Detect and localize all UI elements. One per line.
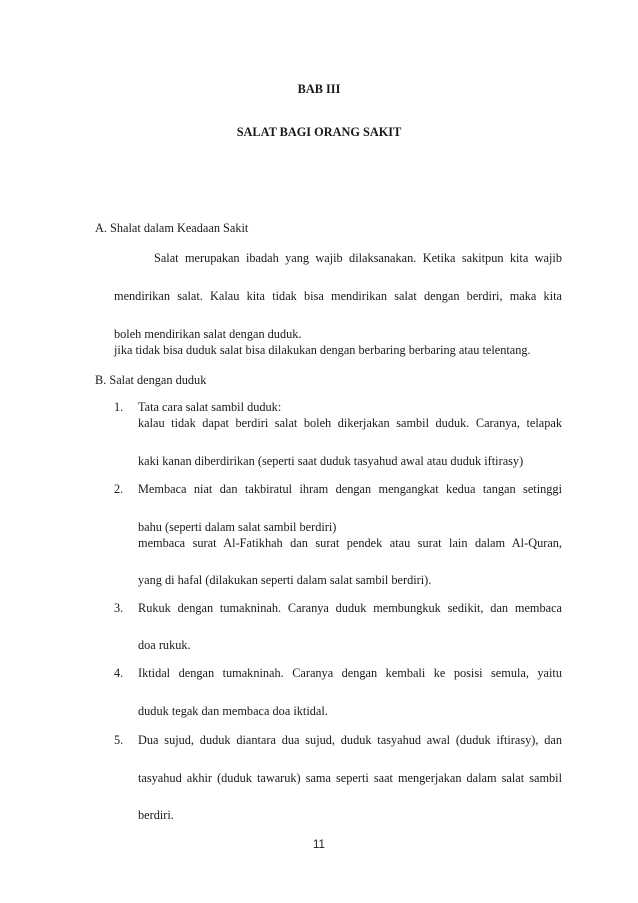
section-a-heading: A. Shalat dalam Keadaan Sakit [95,221,249,235]
item-4-number: 4. [114,666,124,680]
item-5-line-1: Dua sujud, duduk diantara dua sujud, duduk tasyahud awal (duduk iftirasy), dan [138,733,562,747]
section-a-line-4: jika tidak bisa duduk salat bisa dilakukan dengan berbaring berbaring atau telentang. [114,343,531,357]
item-3-number: 3. [114,601,124,615]
item-1-line-2: kalau tidak dapat berdiri salat boleh dikerjakan sambil duduk. Caranya, telapak [138,416,562,430]
section-a-line-1: Salat merupakan ibadah yang wajib dilaksanakan. Ketika sakitpun kita wajib [154,251,562,265]
item-5-number: 5. [114,733,124,747]
item-5-line-2: tasyahud akhir (duduk tawaruk) sama seperti saat mengerjakan dalam salat sambil [138,771,562,785]
item-3-line-2: doa rukuk. [138,638,191,652]
item-3-line-1: Rukuk dengan tumakninah. Caranya duduk membungkuk sedikit, dan membaca [138,601,562,615]
item-1-line-3: kaki kanan diberdirikan (seperti saat duduk tasyahud awal atau duduk iftirasy) [138,454,524,468]
chapter-title: SALAT BAGI ORANG SAKIT [236,125,402,139]
chapter-label: BAB III [297,82,341,96]
item-2-line-2: bahu (seperti dalam salat sambil berdiri) [138,520,337,534]
item-1-number: 1. [114,400,124,414]
section-a-line-2: mendirikan salat. Kalau kita tidak bisa mendirikan salat dengan berdiri, maka kita [114,289,562,303]
item-2-number: 2. [114,482,124,496]
item-5-line-3: berdiri. [138,808,174,822]
item-1-line-1: Tata cara salat sambil duduk: [138,400,282,414]
item-4-line-1: Iktidal dengan tumakninah. Caranya dengan kembali ke posisi semula, yaitu [138,666,562,680]
item-2-line-1: Membaca niat dan takbiratul ihram dengan mengangkat kedua tangan setinggi [138,482,562,496]
item-4-line-2: duduk tegak dan membaca doa iktidal. [138,704,328,718]
item-2-line-3: membaca surat Al-Fatikhah dan surat pendek atau surat lain dalam Al-Quran, [138,536,562,550]
section-b-heading: B. Salat dengan duduk [95,373,207,387]
page-number: 11 [313,839,325,851]
section-a-line-3: boleh mendirikan salat dengan duduk. [114,327,302,341]
item-2-line-4: yang di hafal (dilakukan seperti dalam salat sambil berdiri). [138,573,432,587]
